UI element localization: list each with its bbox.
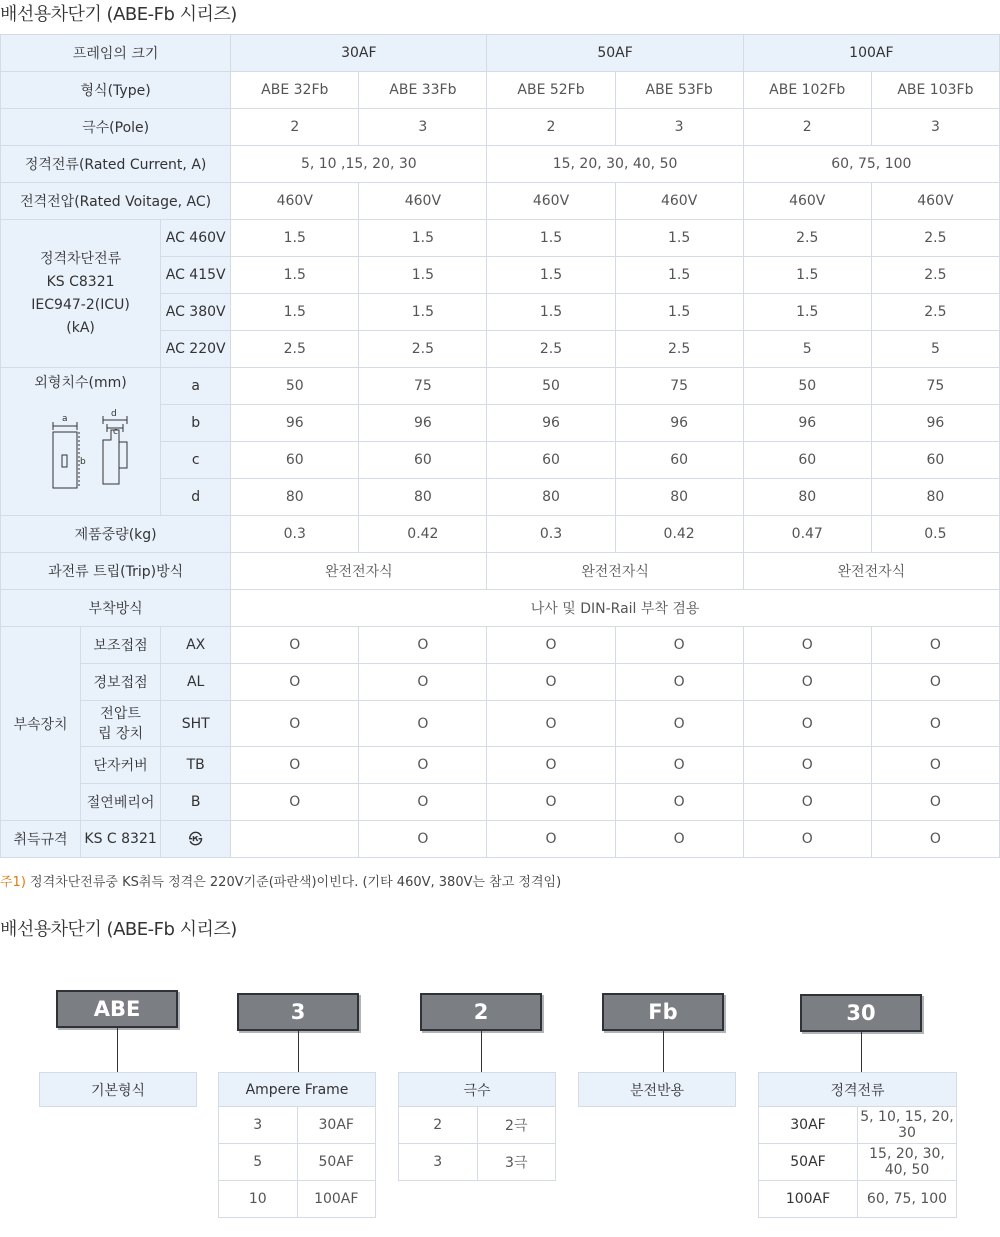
cell: 1.5 <box>487 220 615 257</box>
code-label: 정격전류 <box>759 1073 957 1107</box>
trip-label: 과전류 트립(Trip)방식 <box>1 553 231 590</box>
cell: 80 <box>231 479 359 516</box>
cell: ABE 32Fb <box>231 72 359 109</box>
code-value: 30AF <box>297 1107 376 1144</box>
cell: 1.5 <box>359 257 487 294</box>
table-row <box>1 821 1000 858</box>
table-row <box>759 1073 957 1107</box>
weight-label: 제품중량(kg) <box>1 516 231 553</box>
frame-label: 프레임의 크기 <box>1 35 231 72</box>
cell: 15, 20, 30, 40, 50 <box>487 146 743 183</box>
table-row <box>759 1107 957 1144</box>
ks-mark-icon: ㉿ <box>161 821 231 858</box>
cell: 460V <box>615 183 743 220</box>
accessory-name: 전압트립 장치 <box>81 701 161 747</box>
cert-label: 취득규격 <box>1 821 81 858</box>
cell: O <box>231 627 359 664</box>
dimension-label <box>1 368 161 516</box>
breaking-label <box>1 220 161 368</box>
cell: 96 <box>487 405 615 442</box>
cell: 완전전자식 <box>487 553 743 590</box>
cell: 60 <box>487 442 615 479</box>
cell: 5 <box>871 331 999 368</box>
cell: 0.42 <box>359 516 487 553</box>
cell: 75 <box>871 368 999 405</box>
table-row <box>219 1107 376 1144</box>
accessory-label: 부속장치 <box>1 627 81 821</box>
cell: 2.5 <box>871 294 999 331</box>
connector-line <box>117 1028 118 1072</box>
ac-label: AC 380V <box>161 294 231 331</box>
cell: O <box>359 784 487 821</box>
frame-header: 30AF <box>231 35 487 72</box>
code-box-2: 3 <box>237 993 359 1031</box>
cell: 80 <box>359 479 487 516</box>
code-key: 10 <box>219 1181 298 1218</box>
cell: 0.3 <box>487 516 615 553</box>
page-title: 배선용차단기 (ABE-Fb 시리즈) <box>0 4 237 25</box>
cell: 1.5 <box>487 294 615 331</box>
table-row <box>759 1144 957 1181</box>
cell: 2 <box>231 109 359 146</box>
cell: O <box>487 784 615 821</box>
cell: O <box>231 747 359 784</box>
accessory-code: TB <box>161 747 231 784</box>
cell: O <box>487 664 615 701</box>
code-table-1 <box>39 1072 197 1107</box>
cell: 60, 75, 100 <box>743 146 999 183</box>
cell: O <box>743 747 871 784</box>
cell: O <box>231 701 359 747</box>
cell: 3 <box>359 109 487 146</box>
cell: 5 <box>743 331 871 368</box>
frame-header: 50AF <box>487 35 743 72</box>
table-row <box>1 516 1000 553</box>
code-value: 60, 75, 100 <box>858 1181 957 1218</box>
dimension-title: 외형치수(mm) <box>34 375 127 391</box>
cell: 2.5 <box>359 331 487 368</box>
cell: O <box>359 701 487 747</box>
table-row <box>1 72 1000 109</box>
cell: ABE 53Fb <box>615 72 743 109</box>
cell: O <box>743 627 871 664</box>
cell: 2.5 <box>615 331 743 368</box>
table-row <box>1 747 1000 784</box>
table-row <box>1 553 1000 590</box>
breaking-label-line: KS C8321 <box>46 273 115 290</box>
cell: 96 <box>871 405 999 442</box>
cell: O <box>871 664 999 701</box>
cell: O <box>487 701 615 747</box>
cell: 0.3 <box>231 516 359 553</box>
cell: O <box>359 627 487 664</box>
cell: O <box>743 784 871 821</box>
code-label: 기본형식 <box>40 1073 197 1107</box>
dimension-key: d <box>161 479 231 516</box>
code-table-4 <box>578 1072 736 1107</box>
cell: ABE 33Fb <box>359 72 487 109</box>
cell <box>231 821 359 858</box>
code-table-2 <box>218 1072 376 1218</box>
cell: 75 <box>615 368 743 405</box>
table-row <box>1 183 1000 220</box>
cell: 1.5 <box>231 294 359 331</box>
accessory-name: 보조접점 <box>81 627 161 664</box>
cell: 1.5 <box>231 257 359 294</box>
cell: O <box>743 821 871 858</box>
code-key: 50AF <box>759 1144 858 1181</box>
table-row <box>1 701 1000 747</box>
cell: O <box>871 747 999 784</box>
dimension-letter-b: b <box>79 457 86 467</box>
dimension-letter-d: d <box>110 409 117 419</box>
cell: 96 <box>743 405 871 442</box>
code-value: 5, 10, 15, 20, 30 <box>858 1107 957 1144</box>
cell: 3 <box>615 109 743 146</box>
table-row <box>1 627 1000 664</box>
table-row <box>579 1073 736 1107</box>
connector-line <box>481 1031 482 1072</box>
table-row <box>1 784 1000 821</box>
cell: 완전전자식 <box>231 553 487 590</box>
breaking-label-line: IEC947-2(ICU) <box>31 296 130 313</box>
cell: 460V <box>231 183 359 220</box>
table-row <box>40 1073 197 1107</box>
ac-label: AC 460V <box>161 220 231 257</box>
voltage-label: 전격전압(Rated Voitage, AC) <box>1 183 231 220</box>
cell: O <box>871 701 999 747</box>
cell: 460V <box>871 183 999 220</box>
cell: 80 <box>615 479 743 516</box>
code-value: 2극 <box>477 1107 556 1144</box>
table-row <box>399 1073 556 1107</box>
cell: 1.5 <box>743 257 871 294</box>
cell: O <box>615 701 743 747</box>
cell: O <box>871 821 999 858</box>
cell: 0.5 <box>871 516 999 553</box>
cell: 3 <box>871 109 999 146</box>
cell: O <box>487 747 615 784</box>
dimension-letter-c: c <box>112 427 118 437</box>
cell: 75 <box>359 368 487 405</box>
accessory-code: AX <box>161 627 231 664</box>
accessory-name: 경보접점 <box>81 664 161 701</box>
footnote-text: 정격차단전류중 KS취득 정격은 220V기준(파란색)이빈다. (기타 460V, 380V는 참고 정격임) <box>25 875 562 890</box>
cell: O <box>231 784 359 821</box>
cell: 50 <box>487 368 615 405</box>
cert-standard: KS C 8321 <box>81 821 161 858</box>
cell: O <box>359 664 487 701</box>
cell: 1.5 <box>743 294 871 331</box>
table-row <box>399 1144 556 1181</box>
cell: 96 <box>359 405 487 442</box>
code-label: Ampere Frame <box>219 1073 376 1107</box>
cell: O <box>743 664 871 701</box>
cell: ABE 52Fb <box>487 72 615 109</box>
cell: ABE 102Fb <box>743 72 871 109</box>
accessory-code: B <box>161 784 231 821</box>
code-table-5 <box>758 1072 957 1218</box>
cell: 50 <box>743 368 871 405</box>
breaking-label-line: (kA) <box>66 319 95 336</box>
cell: 1.5 <box>359 220 487 257</box>
connector-line <box>663 1031 664 1072</box>
table-row <box>1 590 1000 627</box>
cell: 5, 10 ,15, 20, 30 <box>231 146 487 183</box>
cell: 1.5 <box>615 220 743 257</box>
code-key: 3 <box>219 1107 298 1144</box>
cell: O <box>615 747 743 784</box>
code-value: 15, 20, 30, 40, 50 <box>858 1144 957 1181</box>
cell: 2.5 <box>871 257 999 294</box>
table-row <box>1 35 1000 72</box>
cell: 60 <box>743 442 871 479</box>
current-label: 정격전류(Rated Current, A) <box>1 146 231 183</box>
pole-label: 극수(Pole) <box>1 109 231 146</box>
footnote-mark: 주1) <box>0 875 26 890</box>
cell: O <box>615 784 743 821</box>
cell: 1.5 <box>615 294 743 331</box>
cell: 80 <box>487 479 615 516</box>
cell: 460V <box>743 183 871 220</box>
cell: ABE 103Fb <box>871 72 999 109</box>
cell: 50 <box>231 368 359 405</box>
type-label: 형식(Type) <box>1 72 231 109</box>
footnote <box>0 871 561 890</box>
mount-value: 나사 및 DIN-Rail 부착 겸용 <box>231 590 1000 627</box>
section-title: 배선용차단기 (ABE-Fb 시리즈) <box>0 919 237 940</box>
code-value: 3극 <box>477 1144 556 1181</box>
cell: 80 <box>871 479 999 516</box>
cell: O <box>743 701 871 747</box>
code-label: 분전반용 <box>579 1073 736 1107</box>
cell: 2.5 <box>231 331 359 368</box>
cell: O <box>871 627 999 664</box>
cell: 1.5 <box>615 257 743 294</box>
cell: O <box>359 747 487 784</box>
dimension-key: c <box>161 442 231 479</box>
table-row <box>1 664 1000 701</box>
cell: 60 <box>871 442 999 479</box>
cell: O <box>487 627 615 664</box>
code-value: 50AF <box>297 1144 376 1181</box>
dimension-letter-a: a <box>61 414 68 424</box>
code-key: 30AF <box>759 1107 858 1144</box>
cell: O <box>615 821 743 858</box>
cell: 460V <box>359 183 487 220</box>
table-row <box>1 109 1000 146</box>
cell: 2 <box>743 109 871 146</box>
connector-line <box>861 1032 862 1072</box>
table-row <box>219 1073 376 1107</box>
cell: 96 <box>615 405 743 442</box>
mount-label: 부착방식 <box>1 590 231 627</box>
cell: O <box>359 821 487 858</box>
cell: O <box>615 664 743 701</box>
table-row <box>219 1181 376 1218</box>
code-key: 3 <box>399 1144 478 1181</box>
cell: 2 <box>487 109 615 146</box>
code-label: 극수 <box>399 1073 556 1107</box>
code-key: 5 <box>219 1144 298 1181</box>
breaking-label-line: 정격차단전류 <box>39 250 122 267</box>
table-row <box>1 220 1000 257</box>
accessory-name: 절연베리어 <box>81 784 161 821</box>
cell: 60 <box>615 442 743 479</box>
table-row <box>1 146 1000 183</box>
frame-header: 100AF <box>743 35 999 72</box>
code-box-3: 2 <box>420 993 542 1031</box>
code-key: 2 <box>399 1107 478 1144</box>
cell: 완전전자식 <box>743 553 999 590</box>
cell: 60 <box>359 442 487 479</box>
cell: 0.42 <box>615 516 743 553</box>
cell: 60 <box>231 442 359 479</box>
code-box-1: ABE <box>56 990 178 1028</box>
cell: O <box>487 821 615 858</box>
cell: O <box>615 627 743 664</box>
dimension-key: a <box>161 368 231 405</box>
code-box-4: Fb <box>602 993 724 1031</box>
ac-label: AC 415V <box>161 257 231 294</box>
code-value: 100AF <box>297 1181 376 1218</box>
cell: 0.47 <box>743 516 871 553</box>
cell: 2.5 <box>871 220 999 257</box>
connector-line <box>298 1031 299 1072</box>
cell: 80 <box>743 479 871 516</box>
code-table-3 <box>398 1072 556 1181</box>
accessory-code: AL <box>161 664 231 701</box>
breaker-dimension-icon <box>31 400 131 490</box>
accessory-name: 단자커버 <box>81 747 161 784</box>
code-box-5: 30 <box>800 994 922 1032</box>
table-row <box>219 1144 376 1181</box>
table-row <box>759 1181 957 1218</box>
table-row <box>1 368 1000 405</box>
cell: O <box>871 784 999 821</box>
code-key: 100AF <box>759 1181 858 1218</box>
spec-table <box>0 34 1000 858</box>
cell: 1.5 <box>487 257 615 294</box>
cell: 2.5 <box>743 220 871 257</box>
cell: 96 <box>231 405 359 442</box>
table-row <box>399 1107 556 1144</box>
cell: O <box>231 664 359 701</box>
cell: 2.5 <box>487 331 615 368</box>
cell: 1.5 <box>359 294 487 331</box>
dimension-key: b <box>161 405 231 442</box>
cell: 1.5 <box>231 220 359 257</box>
ac-label: AC 220V <box>161 331 231 368</box>
cell: 460V <box>487 183 615 220</box>
accessory-code: SHT <box>161 701 231 747</box>
